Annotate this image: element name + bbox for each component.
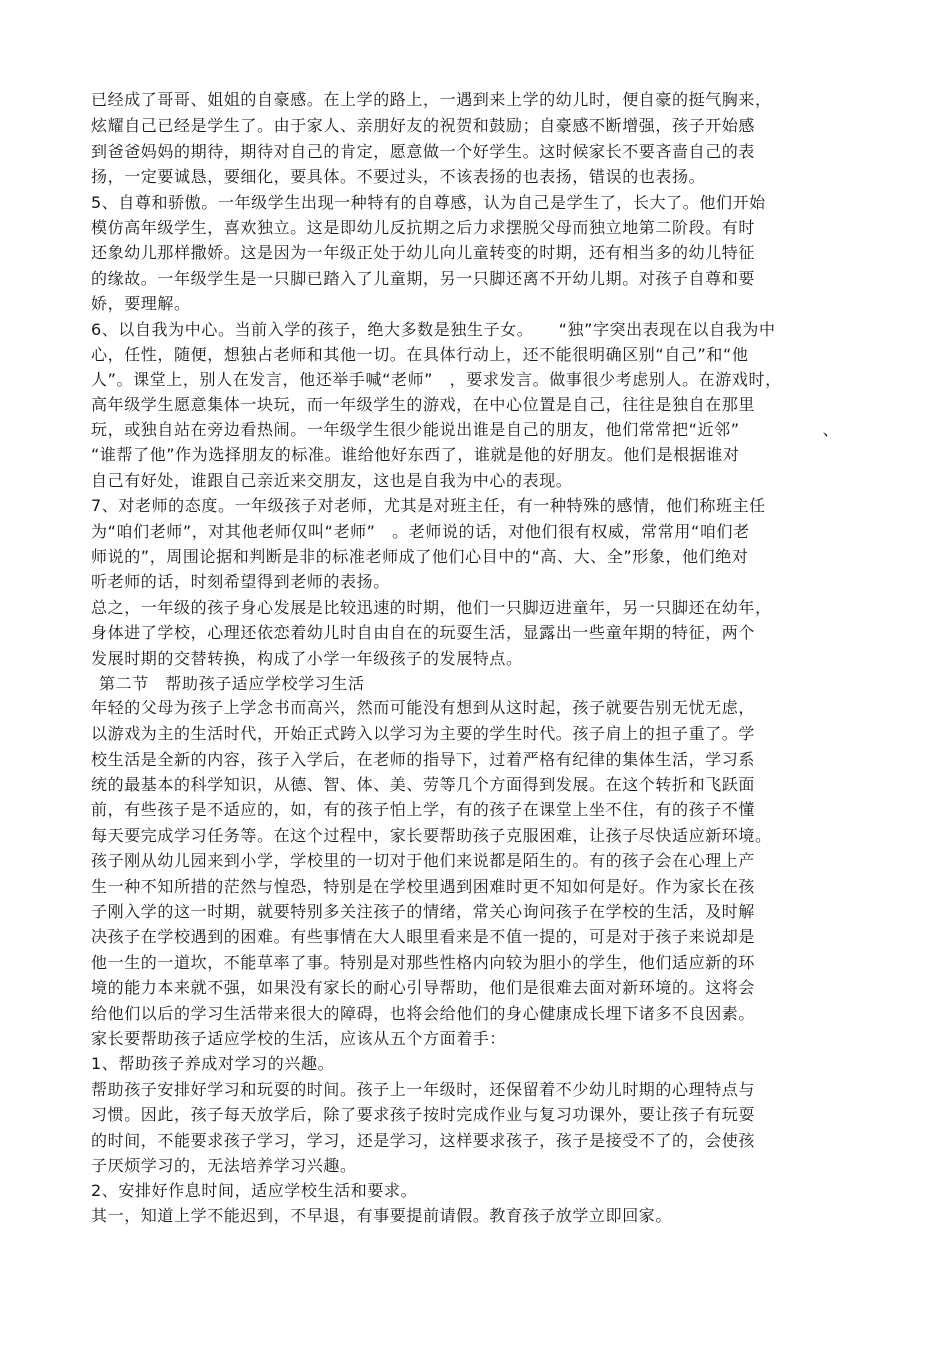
text-line: 身体进了学校，心理还依恋着幼儿时自由自在的玩耍生活，显露出一些童年期的特征，两个 [91, 623, 756, 642]
text-line: 玩，或独自站在旁边看热闹。一年级学生很少能说出谁是自己的朋友，他们常常把“近邻” 、 [91, 420, 840, 439]
text-line: 还象幼儿那样撒娇。这是因为一年级正处于幼儿向儿童转变的时期，还有相当多的幼儿特征 [91, 243, 756, 262]
text-line: 7、对老师的态度。一年级孩子对老师，尤其是对班主任，有一种特殊的感情，他们称班主任 [91, 496, 766, 515]
text-line: 统的最基本的科学知识，从德、智、体、美、劳等几个方面得到发展。在这个转折和飞跃面 [91, 775, 756, 794]
text-line: 扬，一定要诚恳，要细化，要具体。不要过头，不该表扬的也表扬，错误的也表扬。 [91, 167, 706, 186]
text-line: 模仿高年级学生，喜欢独立。这是即幼儿反抗期之后力求摆脱父母而独立地第二阶段。有时 [91, 218, 756, 237]
text-line: 6、以自我为中心。当前入学的孩子，绝大多数是独生子女。 “独”字突出表现在以自我为中 [91, 320, 776, 339]
text-line: 习惯。因此，孩子每天放学后，除了要求孩子按时完成作业与复习功课外，要让孩子有玩耍 [91, 1105, 756, 1124]
text-line: 5、自尊和骄傲。一年级学生出现一种特有的自尊感，认为自己是学生了，长大了。他们开始 [91, 193, 766, 212]
text-line: 2、安排好作息时间，适应学校生活和要求。 [91, 1181, 418, 1200]
text-line: 师说的”，周围论据和判断是非的标准老师成了他们心目中的“高、大、全”形象，他们绝对 [91, 547, 749, 566]
text-line: 到爸爸妈妈的期待，期待对自己的肯定，愿意做一个好学生。这时候家长不要吝啬自己的表 [91, 142, 756, 161]
text-line: 境的能力本来就不强，如果没有家长的耐心引导帮助，他们是很难去面对新环境的。这将会 [91, 978, 756, 997]
text-line: 校生活是全新的内容，孩子入学后，在老师的指导下，过着严格有纪律的集体生活，学习系 [91, 750, 756, 769]
text-line: 发展时期的交替转换，构成了小学一年级孩子的发展特点。 [91, 649, 523, 668]
text-line: 子厌烦学习的，无法培养学习兴趣。 [91, 1156, 357, 1175]
text-line: 人”。课堂上，别人在发言，他还举手喊“老师” ，要求发言。做事很少考虑别人。在游戏时， [91, 370, 782, 389]
text-line: 其一，知道上学不能迟到，不早退，有事要提前请假。教育孩子放学立即回家。 [91, 1206, 673, 1225]
text-line: 总之，一年级的孩子身心发展是比较迅速的时期，他们一只脚迈进童年，另一只脚还在幼年， [91, 598, 772, 617]
text-line: 自己有好处，谁跟自己亲近来交朋友，这也是自我为中心的表现。 [91, 471, 573, 490]
text-line: “谁帮了他”作为选择朋友的标准。谁给他好东西了，谁就是他的好朋友。他们是根据谁对 [91, 445, 740, 464]
text-line: 年轻的父母为孩子上学念书而高兴，然而可能没有想到从这时起，孩子就要告别无忧无虑， [91, 698, 756, 717]
text-line: 家长要帮助孩子适应学校的生活，应该从五个方面着手： [91, 1029, 507, 1048]
text-line: 娇，要理解。 [91, 294, 191, 313]
text-line: 给他们以后的学习生活带来很大的障碍，也将会给他们的身心健康成长埋下诸多不良因素。 [91, 1004, 756, 1023]
text-line: 已经成了哥哥、姐姐的自豪感。在上学的路上，一遇到来上学的幼儿时，便自豪的挺气胸来， [91, 90, 772, 109]
text-line: 孩子刚从幼儿园来到小学，学校里的一切对于他们来说都是陌生的。有的孩子会在心理上产 [91, 851, 756, 870]
text-line: 高年级学生愿意集体一块玩，而一年级学生的游戏，在中心位置是自己，往往是独自在那里 [91, 395, 756, 414]
text-line: 生一种不知所措的茫然与惶恐，特别是在学校里遇到困难时更不知如何是好。作为家长在孩 [91, 877, 756, 896]
text-line: 每天要完成学习任务等。在这个过程中，家长要帮助孩子克服困难，让孩子尽快适应新环境。 [91, 826, 772, 845]
text-line: 帮助孩子安排好学习和玩耍的时间。孩子上一年级时，还保留着不少幼儿时期的心理特点与 [91, 1080, 756, 1099]
text-line: 炫耀自己已经是学生了。由于家人、亲朋好友的祝贺和鼓励；自豪感不断增强，孩子开始感 [91, 116, 756, 135]
text-line: 他一生的一道坎，不能草率了事。特别是对那些性格内向较为胆小的学生，他们适应新的环 [91, 953, 756, 972]
text-line: 1、帮助孩子养成对学习的兴趣。 [91, 1054, 335, 1073]
text-line: 心，任性，随便，想独占老师和其他一切。在具体行动上，还不能很明确区别“自己”和“他 [91, 345, 749, 364]
text-line: 的时间，不能要求孩子学习，学习，还是学习，这样要求孩子，孩子是接受不了的，会使孩 [91, 1131, 756, 1150]
text-line: 的缘故。一年级学生是一只脚已踏入了儿童期，另一只脚还离不开幼儿期。对孩子自尊和要 [91, 269, 756, 288]
text-line: 为“咱们老师”，对其他老师仅叫“老师” 。老师说的话，对他们很有权威，常常用“咱们老 [91, 522, 750, 541]
text-line: 前，有些孩子是不适应的，如，有的孩子怕上学，有的孩子在课堂上坐不住，有的孩子不懂 [91, 800, 756, 819]
text-line: 决孩子在学校遇到的困难。有些事情在大人眼里看来是不值一提的，可是对于孩子来说却是 [91, 927, 756, 946]
text-line: 子刚入学的这一时期，就要特别多关注孩子的情绪，常关心询问孩子在学校的生活，及时解 [91, 902, 756, 921]
text-line: 听老师的话，时刻希望得到老师的表扬。 [91, 572, 390, 591]
text-line: 第二节 帮助孩子适应学校学习生活 [99, 674, 365, 693]
text-line: 以游戏为主的生活时代，开始正式跨入以学习为主要的学生时代。孩子肩上的担子重了。学 [91, 724, 756, 743]
